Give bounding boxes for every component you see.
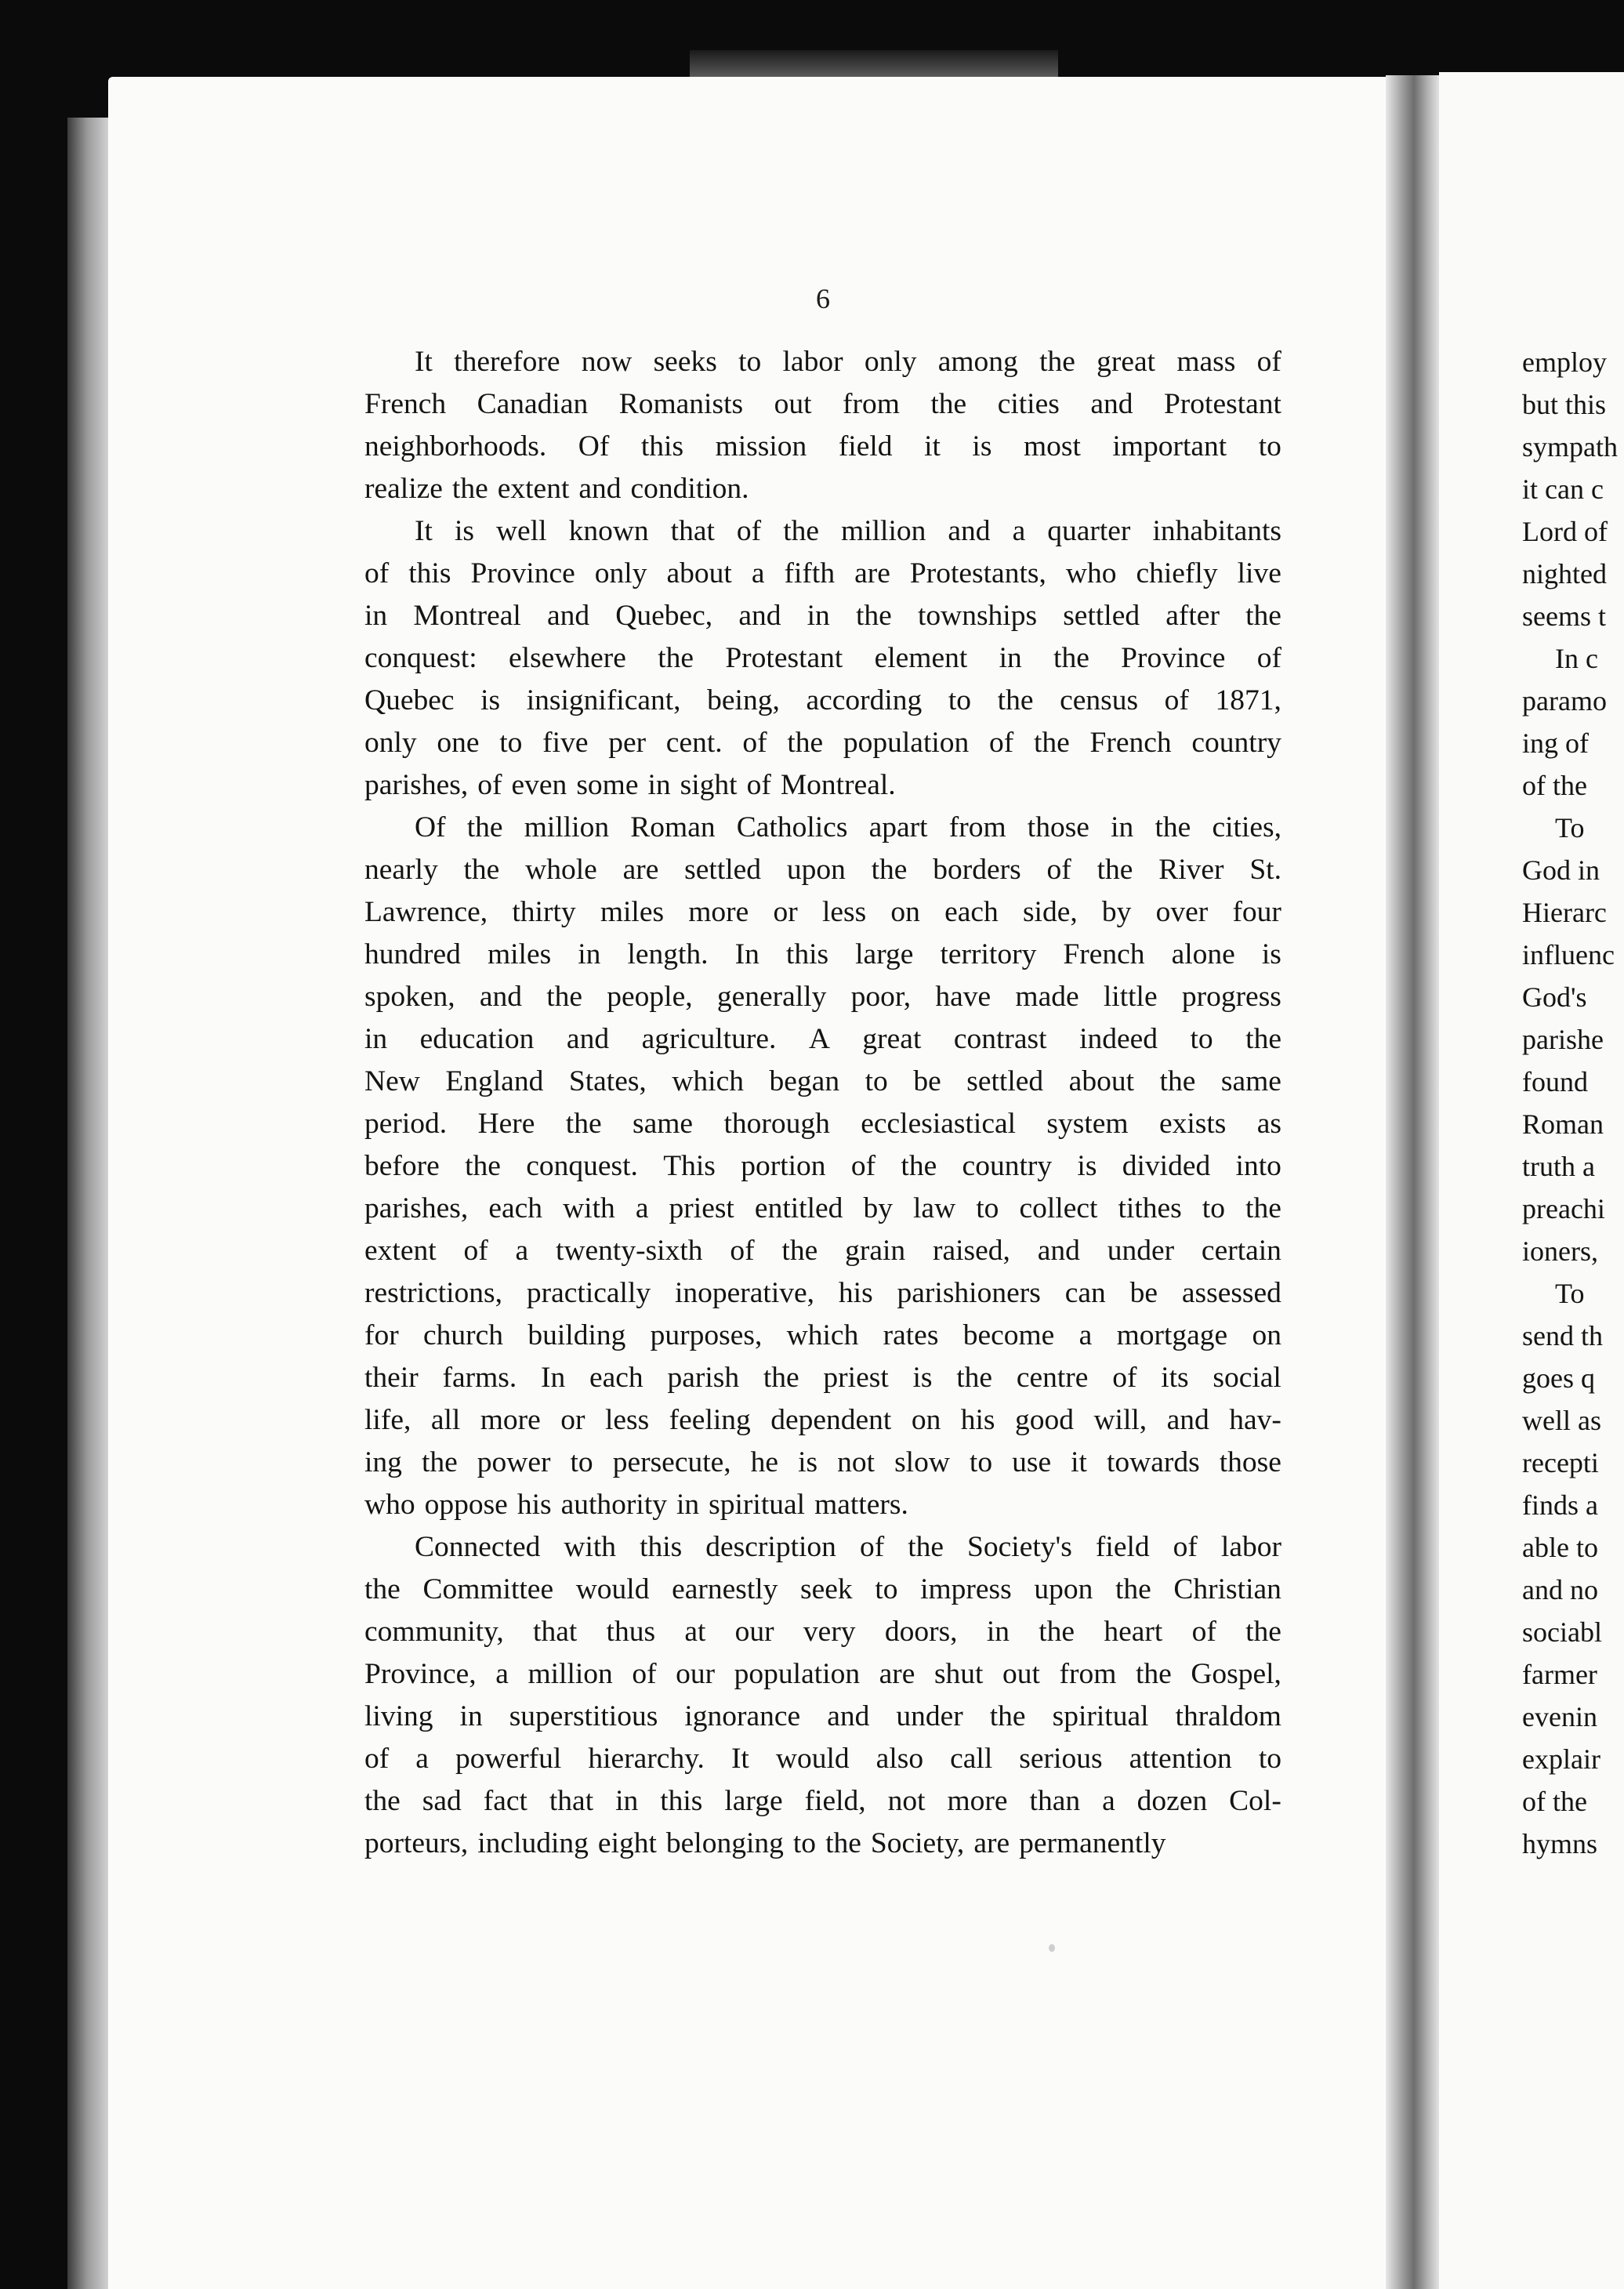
- facing-text-line: truth a: [1522, 1151, 1595, 1182]
- text-line: extent of a twenty-sixth of the grain raised, and under certain: [364, 1235, 1281, 1267]
- page-number: 6: [816, 283, 830, 314]
- text-line: nearly the whole are settled upon the borders of the River St.: [364, 854, 1281, 886]
- facing-text-line: hymns: [1522, 1828, 1598, 1859]
- paragraph: [364, 341, 1281, 510]
- text-line: life, all more or less feeling dependent on his good will, and hav-: [364, 1404, 1281, 1436]
- paragraph: [364, 807, 1281, 1526]
- facing-text-line: Lord of: [1522, 516, 1608, 547]
- top-shadow-band: [690, 50, 1058, 77]
- facing-text-line: and no: [1522, 1574, 1598, 1605]
- paragraph: [364, 510, 1281, 807]
- text-line: realize the extent and condition.: [364, 473, 749, 505]
- text-line: porteurs, including eight belonging to the Society, are permanently: [364, 1827, 1166, 1859]
- text-line: Connected with this description of the Society's field of labor: [415, 1531, 1281, 1563]
- facing-text-line: able to: [1522, 1532, 1598, 1563]
- facing-text-line: but this: [1522, 389, 1607, 420]
- facing-text-line: Roman: [1522, 1108, 1604, 1140]
- facing-text-line: preachi: [1522, 1193, 1605, 1224]
- body-text: [364, 341, 1281, 1865]
- facing-text-line: ing of: [1522, 727, 1589, 759]
- text-line: conquest: elsewhere the Protestant element in the Province of: [364, 642, 1281, 674]
- facing-text-line: God's: [1522, 981, 1587, 1013]
- text-line: parishes, each with a priest entitled by law to collect tithes to the: [364, 1192, 1281, 1224]
- facing-text-line: To: [1555, 1278, 1585, 1309]
- facing-text-line: paramo: [1522, 685, 1607, 716]
- facing-text-line: send th: [1522, 1320, 1603, 1351]
- text-line: Of the million Roman Catholics apart from those in the cities,: [415, 811, 1281, 843]
- facing-text-line: sympath: [1522, 431, 1618, 463]
- text-line: their farms. In each parish the priest is the centre of its social: [364, 1362, 1281, 1394]
- text-line: parishes, of even some in sight of Montreal.: [364, 769, 896, 801]
- text-line: restrictions, practically inoperative, his parishioners can be assessed: [364, 1277, 1281, 1309]
- text-line: of this Province only about a fifth are Protestants, who chiefly live: [364, 557, 1281, 589]
- facing-text-line: it can c: [1522, 473, 1604, 505]
- text-line: Quebec is insignificant, being, according to the census of 1871,: [364, 684, 1281, 716]
- book-gutter: [1386, 75, 1442, 2289]
- text-line: spoken, and the people, generally poor, have made little progress: [364, 981, 1281, 1013]
- text-line: of a powerful hierarchy. It would also call serious attention to: [364, 1743, 1281, 1775]
- facing-text-line: finds a: [1522, 1489, 1598, 1521]
- text-line: It therefore now seeks to labor only among the great mass of: [415, 346, 1281, 378]
- text-line: the Committee would earnestly seek to impress upon the Christian: [364, 1573, 1281, 1605]
- facing-text-line: of the: [1522, 1786, 1587, 1817]
- text-line: period. Here the same thorough ecclesiastical system exists as: [364, 1108, 1281, 1140]
- text-line: Lawrence, thirty miles more or less on each side, by over four: [364, 896, 1281, 928]
- text-line: before the conquest. This portion of the country is divided into: [364, 1150, 1281, 1182]
- text-line: only one to five per cent. of the population of the French country: [364, 727, 1281, 759]
- text-line: living in superstitious ignorance and under the spiritual thraldom: [364, 1700, 1281, 1732]
- text-line: hundred miles in length. In this large territory French alone is: [364, 938, 1281, 970]
- text-line: for church building purposes, which rates become a mortgage on: [364, 1319, 1281, 1351]
- page-edge-stack: [67, 118, 111, 2289]
- text-line: French Canadian Romanists out from the cities and Protestant: [364, 388, 1281, 420]
- facing-text-line: goes q: [1522, 1362, 1595, 1394]
- facing-text-line: explair: [1522, 1743, 1600, 1775]
- facing-text-line: influenc: [1522, 939, 1615, 970]
- text-line: New England States, which began to be settled about the same: [364, 1065, 1281, 1097]
- facing-text-line: of the: [1522, 770, 1587, 801]
- text-line: community, that thus at our very doors, in the heart of the: [364, 1616, 1281, 1648]
- facing-text-line: nighted: [1522, 558, 1607, 589]
- facing-text-line: To: [1555, 812, 1585, 843]
- facing-text-line: found: [1522, 1066, 1588, 1097]
- facing-text-line: evenin: [1522, 1701, 1597, 1732]
- facing-text-line: God in: [1522, 854, 1600, 886]
- facing-text-line: employ: [1522, 346, 1607, 378]
- facing-text-line: well as: [1522, 1405, 1601, 1436]
- text-line: Province, a million of our population are shut out from the Gospel,: [364, 1658, 1281, 1690]
- facing-text-line: parishe: [1522, 1024, 1604, 1055]
- dust-speck: [1049, 1944, 1055, 1952]
- text-line: the sad fact that in this large field, not more than a dozen Col-: [364, 1785, 1281, 1817]
- facing-text-line: Hierarc: [1522, 897, 1607, 928]
- facing-page-text: [1522, 341, 1624, 1865]
- text-line: neighborhoods. Of this mission field it is most important to: [364, 430, 1281, 463]
- facing-text-line: ioners,: [1522, 1235, 1598, 1267]
- text-line: in education and agriculture. A great contrast indeed to the: [364, 1023, 1281, 1055]
- facing-text-line: farmer: [1522, 1659, 1597, 1690]
- text-line: ing the power to persecute, he is not slow to use it towards those: [364, 1446, 1281, 1478]
- text-line: It is well known that of the million and a quarter inhabitants: [415, 515, 1281, 547]
- facing-text-line: seems t: [1522, 600, 1606, 632]
- facing-text-line: recepti: [1522, 1447, 1599, 1478]
- text-line: who oppose his authority in spiritual matters.: [364, 1489, 908, 1521]
- facing-text-line: sociabl: [1522, 1616, 1602, 1648]
- facing-text-line: In c: [1555, 643, 1598, 674]
- text-line: in Montreal and Quebec, and in the townships settled after the: [364, 600, 1281, 632]
- paragraph: [364, 1526, 1281, 1865]
